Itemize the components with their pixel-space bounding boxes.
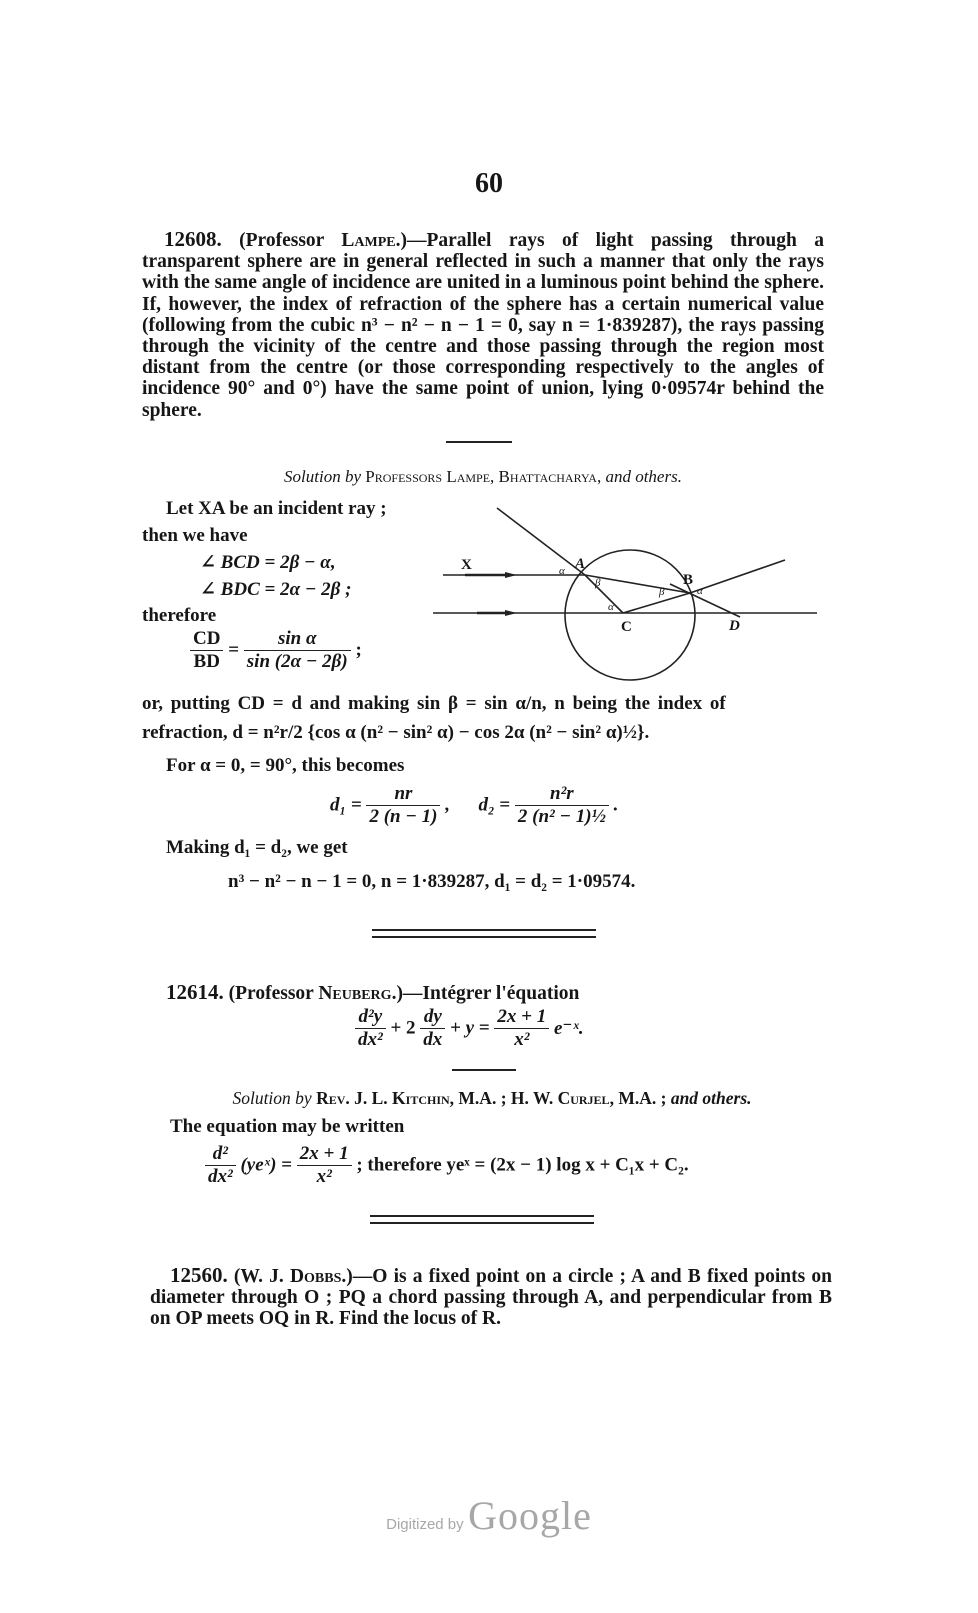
separator-rule (446, 441, 512, 443)
proposer-name: Lampe (341, 230, 396, 251)
emergent-ray-line (670, 584, 740, 617)
proposer-suffix: .)— (391, 983, 423, 1004)
question-number: 12614. (166, 980, 224, 1004)
fraction-denominator: 2 (n − 1) (369, 806, 438, 827)
d1-lhs: d₁ = (330, 794, 362, 816)
google-watermark (0, 1492, 978, 1539)
solution-line: For α = 0, = 90°, this becomes (166, 755, 405, 776)
label-d: D (729, 618, 740, 634)
solution-heading-12614 (142, 1088, 842, 1109)
proposer-prefix: (Professor (228, 983, 319, 1004)
question-number: 12608. (164, 227, 222, 251)
others-label: and others. (601, 467, 682, 486)
solution-label: Solution by (232, 1088, 317, 1108)
digitized-label: Digitized by (386, 1516, 464, 1533)
fraction-denominator: dx² (358, 1029, 383, 1050)
label-beta: β (595, 577, 601, 589)
radius-cb-line (623, 593, 690, 613)
question-text: O is a fixed point on a circle ; A and B fixed points on diameter through O ; PQ a chord passing through A, and perpendicular from B on OP meets OQ in R. Find the locus of R. (150, 1266, 832, 1330)
solution-line: Making d₁ = d₂, we get (166, 837, 348, 858)
fraction-denominator: 2 (n² − 1)½ (517, 806, 606, 827)
equation-bdc: ∠ BDC = 2α − 2β ; (200, 579, 352, 600)
label-a: A (575, 556, 586, 572)
label-alpha: α (559, 565, 565, 577)
reflected-ray-line (497, 508, 585, 575)
fraction-denominator: x² (316, 1166, 332, 1187)
solution-line: then we have (142, 525, 248, 546)
solution-line: refraction, d = n²r/2 {cos α (n² − sin² α) − cos 2α (n² − sin² α)½}. (142, 722, 650, 743)
label-c: C (621, 619, 632, 635)
section-double-rule (372, 929, 596, 938)
proposer-name: Neuberg (318, 983, 392, 1004)
fraction-denominator: dx² (208, 1166, 233, 1187)
solution-equation (205, 1143, 689, 1188)
fraction-denominator: sin (2α − 2β) (246, 651, 348, 672)
fraction-numerator: dy (420, 1006, 445, 1029)
eq-part: + 2 (390, 1017, 416, 1039)
solution-line: Let XA be an incident ray ; (166, 498, 387, 519)
fraction-numerator: 2x + 1 (494, 1006, 549, 1029)
fraction-denominator: dx (423, 1029, 443, 1050)
differential-equation (355, 1006, 584, 1051)
fraction-numerator: d²y (355, 1006, 386, 1029)
question-12560 (150, 1265, 832, 1330)
label-alpha: α (608, 601, 614, 613)
fraction-numerator: d² (205, 1143, 236, 1166)
d2-lhs: d₂ = (478, 794, 511, 816)
solution-heading-12608 (142, 467, 824, 487)
section-double-rule (370, 1215, 594, 1224)
solution-line: The equation may be written (170, 1116, 405, 1137)
eq-part: ; therefore yeˣ = (2x − 1) log x + C₁x + C₂. (356, 1154, 689, 1176)
question-text: Parallel rays of light passing through a transparent sphere are in general reflected in such a manner that only the rays with the same angle of incidence are united in a luminous point behind the sphere. If, however, the index of refraction of the sphere has a certain numerical value (following from the cubic n³ − n² − n − 1 = 0, say n = 1·839287), the rays passing through the vicinity of the centre and those passing through the region most distant from the centre (or those corresponding respectively to the angles of incidence 90° and 0°) have the same point of union, lying 0·09574r behind the sphere. (142, 230, 824, 421)
label-beta: β (659, 586, 665, 598)
result-line: n³ − n² − n − 1 = 0, n = 1·839287, d₁ = d₂ = 1·09574. (228, 871, 636, 892)
fraction-denominator: BD (193, 651, 220, 672)
exit-ray-line (690, 560, 785, 593)
proposer-prefix: (Professor (239, 230, 342, 251)
solution-label: Solution by (284, 467, 366, 486)
google-logo: Google (468, 1493, 592, 1538)
fraction-numerator: 2x + 1 (297, 1143, 352, 1166)
proposer-suffix: .)— (395, 230, 427, 251)
solution-line: therefore (142, 605, 217, 626)
proposer-suffix: .)— (341, 1266, 373, 1287)
refraction-diagram (425, 500, 825, 685)
eq-part: (yeˣ) = (240, 1154, 293, 1176)
question-number: 12560. (170, 1263, 228, 1287)
label-x: X (461, 557, 472, 573)
fraction-numerator: nr (366, 783, 440, 806)
solvers: Rev. J. L. Kitchin, M.A. ; H. W. Curjel, M.A. ; (316, 1088, 667, 1108)
fraction-denominator: x² (514, 1029, 530, 1050)
d1-d2-equation: d₁ = $\frac{nr}{2 (n - 1)}$ , d₂ = $\frac{\text{n²r}}{\text{2 (n² − 1)½}}$ . (330, 783, 619, 827)
separator-rule (452, 1069, 516, 1071)
others-label: and others. (666, 1088, 752, 1108)
solution-line: or, putting CD = d and making sin β = sin α/n, n being the index of (142, 693, 726, 714)
question-12608 (142, 229, 824, 421)
solvers: Professors Lampe, Bhattacharya, (365, 467, 602, 486)
label-b: B (683, 572, 694, 588)
fraction-numerator: CD (190, 628, 223, 651)
eq-part: e⁻ˣ. (553, 1018, 584, 1039)
question-text: Intégrer l'équation (422, 983, 580, 1004)
ratio-equation: $\frac{CD}{BD}$ = $\frac{\text{sin α}}{\sin (2\alpha - 2\beta)}$ ; (190, 628, 362, 673)
fraction-numerator: sin α (244, 628, 351, 651)
page-number: 60 (475, 168, 503, 199)
proposer-prefix: (W. J. (233, 1266, 290, 1287)
fraction-numerator: n²r (515, 783, 609, 806)
question-12614 (166, 980, 579, 1005)
label-alpha: α (697, 585, 703, 597)
proposer-name: Dobbs (289, 1266, 342, 1287)
eq-part: + y = (450, 1017, 490, 1039)
equation-bcd: ∠ BCD = 2β − α, (200, 552, 336, 573)
